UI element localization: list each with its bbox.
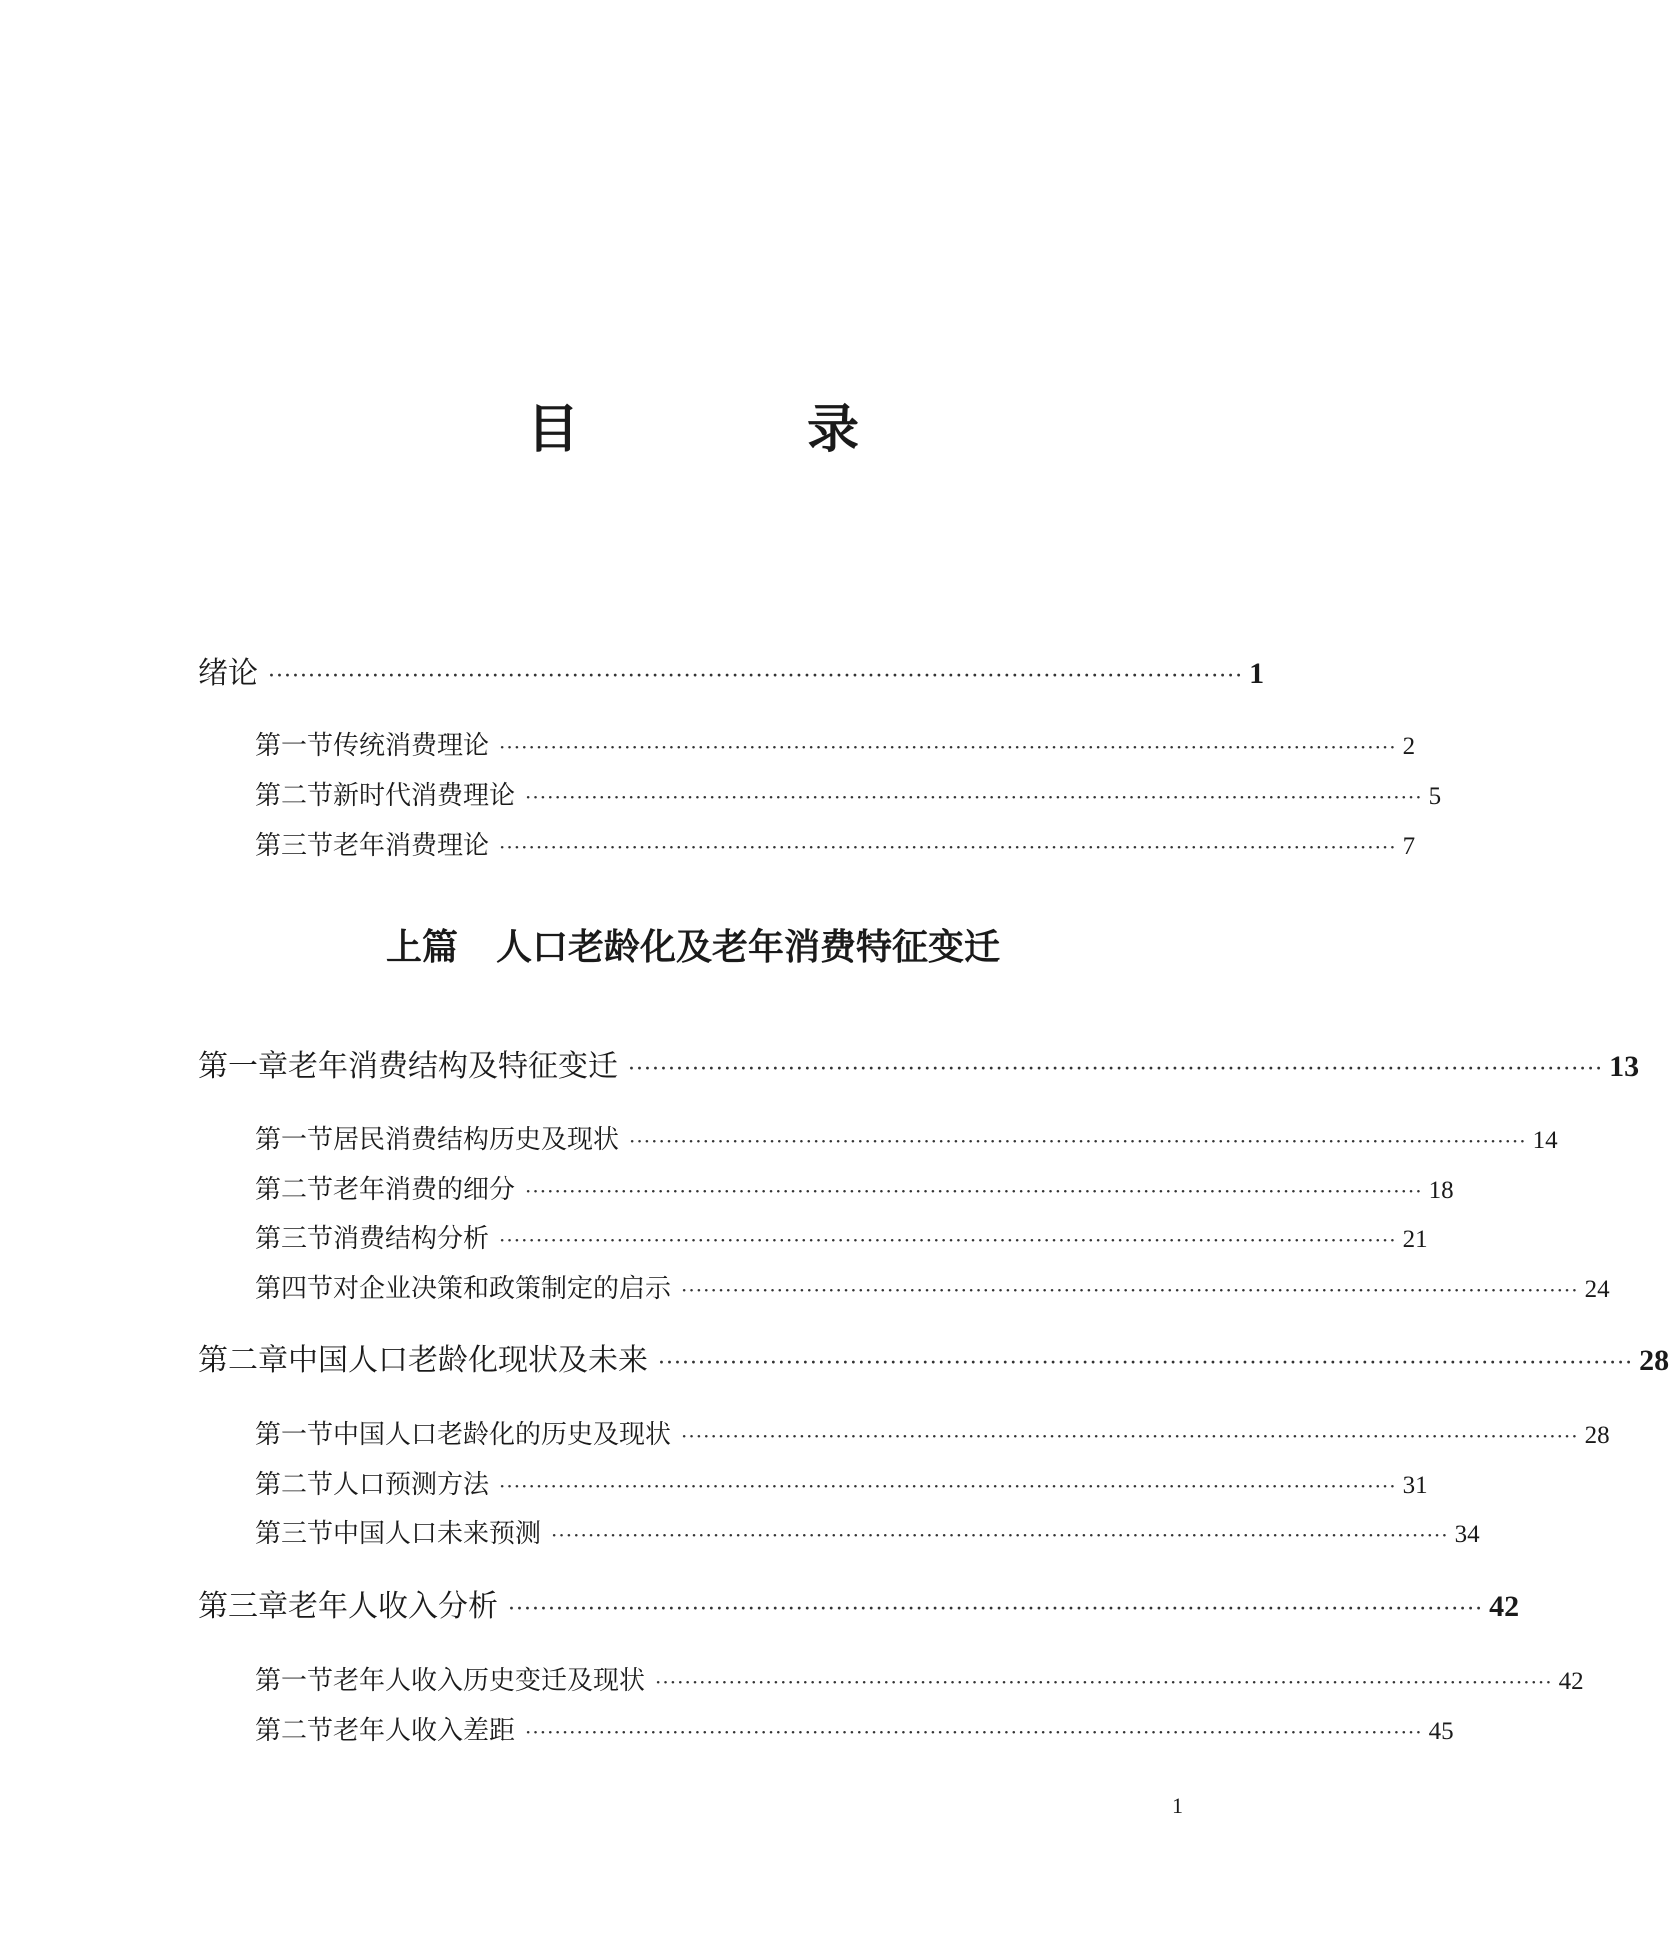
toc-leader-dots: ·························································································································· <box>499 1474 1397 1498</box>
toc-chapter-title: 中国人口老龄化现状及未来 <box>288 1343 648 1378</box>
toc-entry-chapter-3-section-2[interactable] <box>255 1713 1454 1750</box>
toc-section-number: 第二节 <box>255 1470 334 1500</box>
toc-section-number: 第一节 <box>255 1420 334 1450</box>
page-title: 目 录 <box>526 400 947 460</box>
toc-section-number: 第三节 <box>255 1224 334 1254</box>
part-label: 上篇 <box>385 926 458 968</box>
toc-page-number: 18 <box>1428 1177 1454 1204</box>
toc-chapter-number: 第三章 <box>198 1589 288 1624</box>
toc-entry-chapter-1-section-4[interactable] <box>255 1271 1610 1308</box>
toc-leader-dots: ·························································································································· <box>681 1424 1579 1448</box>
toc-leader-dots: ·························································································································· <box>655 1670 1553 1694</box>
toc-entry-chapter-2[interactable] <box>198 1341 1669 1384</box>
toc-entry-chapter-3[interactable] <box>198 1587 1520 1630</box>
toc-page-number: 45 <box>1428 1718 1454 1745</box>
toc-section-title: 老年人收入差距 <box>333 1716 516 1746</box>
toc-leader-dots: ·························································································································· <box>629 1129 1527 1153</box>
toc-section-title: 传统消费理论 <box>333 731 490 761</box>
toc-section-number: 第二节 <box>255 1716 334 1746</box>
toc-entry-chapter-2-section-1[interactable] <box>255 1417 1610 1454</box>
part-title: 人口老龄化及老年消费特征变迁 <box>496 926 1001 968</box>
toc-page-number: 31 <box>1402 1472 1428 1499</box>
part-heading <box>0 923 1386 971</box>
toc-entry-chapter-1[interactable] <box>198 1047 1640 1090</box>
toc-page-number: 28 <box>1639 1344 1669 1377</box>
toc-section-title: 中国人口老龄化的历史及现状 <box>333 1420 672 1450</box>
toc-leader-dots: ·························································································································· <box>268 664 1244 689</box>
toc-leader-dots: ·························································································································· <box>628 1057 1604 1082</box>
toc-section-number: 第二节 <box>255 1175 334 1205</box>
toc-section-number: 第二节 <box>255 781 334 811</box>
toc-page-number: 21 <box>1402 1226 1428 1253</box>
toc-page-number: 1 <box>1249 657 1265 690</box>
toc-page-number: 7 <box>1402 833 1416 860</box>
toc-section-title: 人口预测方法 <box>333 1470 490 1500</box>
toc-leader-dots: ·························································································································· <box>508 1597 1484 1622</box>
toc-page-number: 28 <box>1584 1422 1610 1449</box>
toc-entry-intro[interactable] <box>198 654 1265 697</box>
toc-chapter-number: 第一章 <box>198 1049 288 1084</box>
toc-chapter-title: 老年人收入分析 <box>288 1589 498 1624</box>
toc-section-number: 第三节 <box>255 831 334 861</box>
toc-section-title: 老年人收入历史变迁及现状 <box>333 1666 646 1696</box>
toc-leader-dots: ·························································································································· <box>499 835 1397 859</box>
toc-section-title: 老年消费理论 <box>333 831 490 861</box>
toc-page-number: 42 <box>1489 1590 1520 1623</box>
toc-leader-dots: ·························································································································· <box>525 1720 1423 1744</box>
toc-page-number: 42 <box>1558 1668 1584 1695</box>
toc-leader-dots: ·························································································································· <box>525 1179 1423 1203</box>
toc-entry-intro-section-2[interactable] <box>255 778 1442 815</box>
toc-section-number: 第三节 <box>255 1519 334 1549</box>
toc-page-number: 14 <box>1532 1127 1558 1154</box>
toc-section-title: 中国人口未来预测 <box>333 1519 542 1549</box>
toc-entry-chapter-2-section-3[interactable] <box>255 1516 1480 1553</box>
toc-entry-intro-section-3[interactable] <box>255 828 1416 865</box>
toc-section-number: 第一节 <box>255 1125 334 1155</box>
toc-chapter-number: 第二章 <box>198 1343 288 1378</box>
toc-section-number: 第四节 <box>255 1274 334 1304</box>
toc-section-title: 新时代消费理论 <box>333 781 516 811</box>
toc-page-number: 5 <box>1428 783 1442 810</box>
toc-entry-chapter-1-section-3[interactable] <box>255 1221 1428 1258</box>
toc-chapter-title: 绪论 <box>198 656 258 691</box>
toc-section-title: 老年消费的细分 <box>333 1175 516 1205</box>
toc-section-title: 对企业决策和政策制定的启示 <box>333 1274 672 1304</box>
page-number: 1 <box>1172 1793 1183 1818</box>
toc-page-number: 34 <box>1454 1521 1480 1548</box>
toc-page-number: 13 <box>1609 1050 1640 1083</box>
toc-page-number: 2 <box>1402 733 1416 760</box>
toc-section-title: 消费结构分析 <box>333 1224 490 1254</box>
toc-leader-dots: ·························································································································· <box>681 1278 1579 1302</box>
toc-leader-dots: ·························································································································· <box>525 785 1423 809</box>
toc-leader-dots: ·························································································································· <box>551 1523 1449 1547</box>
toc-entry-chapter-2-section-2[interactable] <box>255 1467 1428 1504</box>
toc-section-number: 第一节 <box>255 731 334 761</box>
toc-leader-dots: ·························································································································· <box>658 1351 1634 1376</box>
toc-chapter-title: 老年消费结构及特征变迁 <box>288 1049 618 1084</box>
toc-entry-chapter-3-section-1[interactable] <box>255 1663 1584 1700</box>
toc-section-title: 居民消费结构历史及现状 <box>333 1125 620 1155</box>
toc-leader-dots: ·························································································································· <box>499 735 1397 759</box>
toc-page-number: 24 <box>1584 1276 1610 1303</box>
toc-section-number: 第一节 <box>255 1666 334 1696</box>
toc-entry-chapter-1-section-1[interactable] <box>255 1122 1558 1159</box>
toc-entry-intro-section-1[interactable] <box>255 728 1416 765</box>
toc-leader-dots: ·························································································································· <box>499 1228 1397 1252</box>
toc-entry-chapter-1-section-2[interactable] <box>255 1172 1454 1209</box>
